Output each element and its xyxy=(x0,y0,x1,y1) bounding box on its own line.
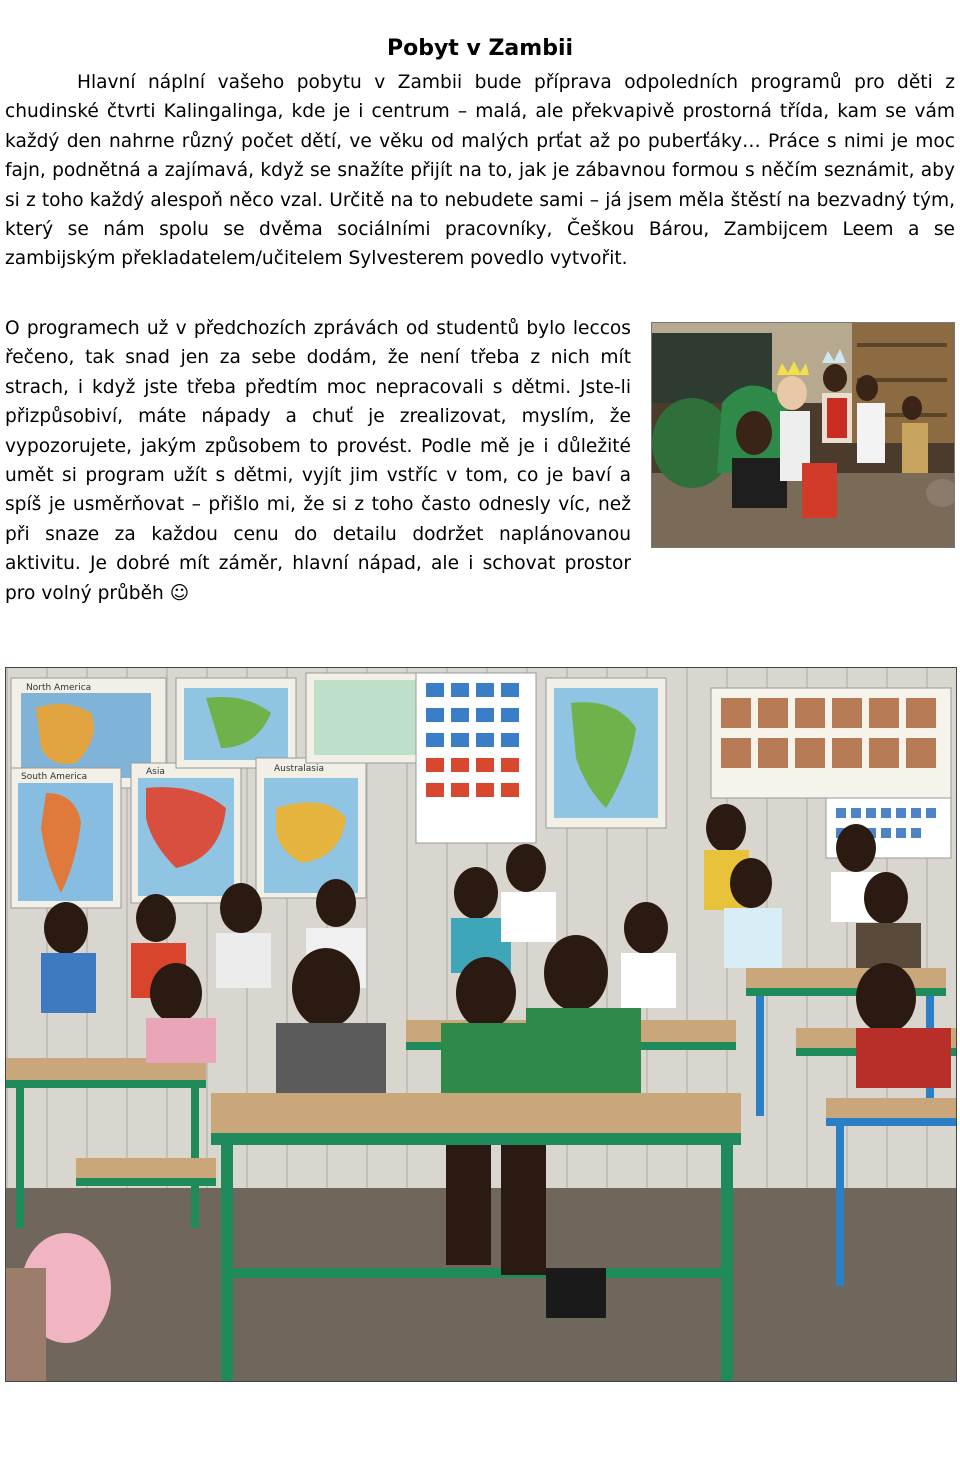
map-label-north-america: North America xyxy=(26,683,92,693)
paragraph-programs: O programech už v předchozích zprávách od studentů bylo leccos řečeno, tak snad jen za sebe dodám, že není třeba z nich mít strach, i když jste třeba předtím moc nepracovali s dětmi. Jste-li přizpůsobiví, máte nápady a chuť je zrealizovat, myslím, že vypozorujete, jakým způsobem to provést. Podle mě je i důležité umět si program užít s dětmi, vyjít jim vstříc v tom, co je baví a spíš je usměrňovat – přišlo mi, že si z toho často odnesly víc, než při snaze za každou cenu do detailu dodržet naplánovanou aktivitu. Je dobré mít záměr, hlavní nápad, ale i schovat prostor pro volný průběh ☺ xyxy=(5,318,631,604)
classroom-photo-illustration xyxy=(6,668,956,1381)
paragraph-programs-wrapper xyxy=(5,314,955,608)
map-label-south-america: South America xyxy=(21,772,88,782)
page-title: Pobyt v Zambii xyxy=(386,36,574,61)
performance-photo xyxy=(651,322,955,548)
map-label-australasia: Australasia xyxy=(274,764,325,774)
classroom-photo xyxy=(5,667,957,1382)
map-label-asia: Asia xyxy=(146,767,165,777)
performance-photo-illustration xyxy=(652,323,954,547)
paragraph-intro: Hlavní náplní vašeho pobytu v Zambii bude příprava odpoledních programů pro děti z chudinské čtvrti Kalingalinga, kde je i centrum – malá, ale překvapivě prostorná třída, kam se vám každý den nahrne různý počet dětí, ve věku od malých prťat až po puberťáky… Práce s nimi je moc fajn, podnětná a zajímavá, když se snažíte přijít na to, jak je zábavnou formou s něčím seznámit, aby si z toho každý alespoň něco vzal. Určitě na to nebudete sami – já jsem měla štěstí na bezvadný tým, který se nám spolu se dvěma sociálními pracovníky, Češkou Bárou, Zambijcem Leem a se zambijským překladatelem/učitelem Sylvesterem povedlo vytvořit. xyxy=(5,72,955,270)
